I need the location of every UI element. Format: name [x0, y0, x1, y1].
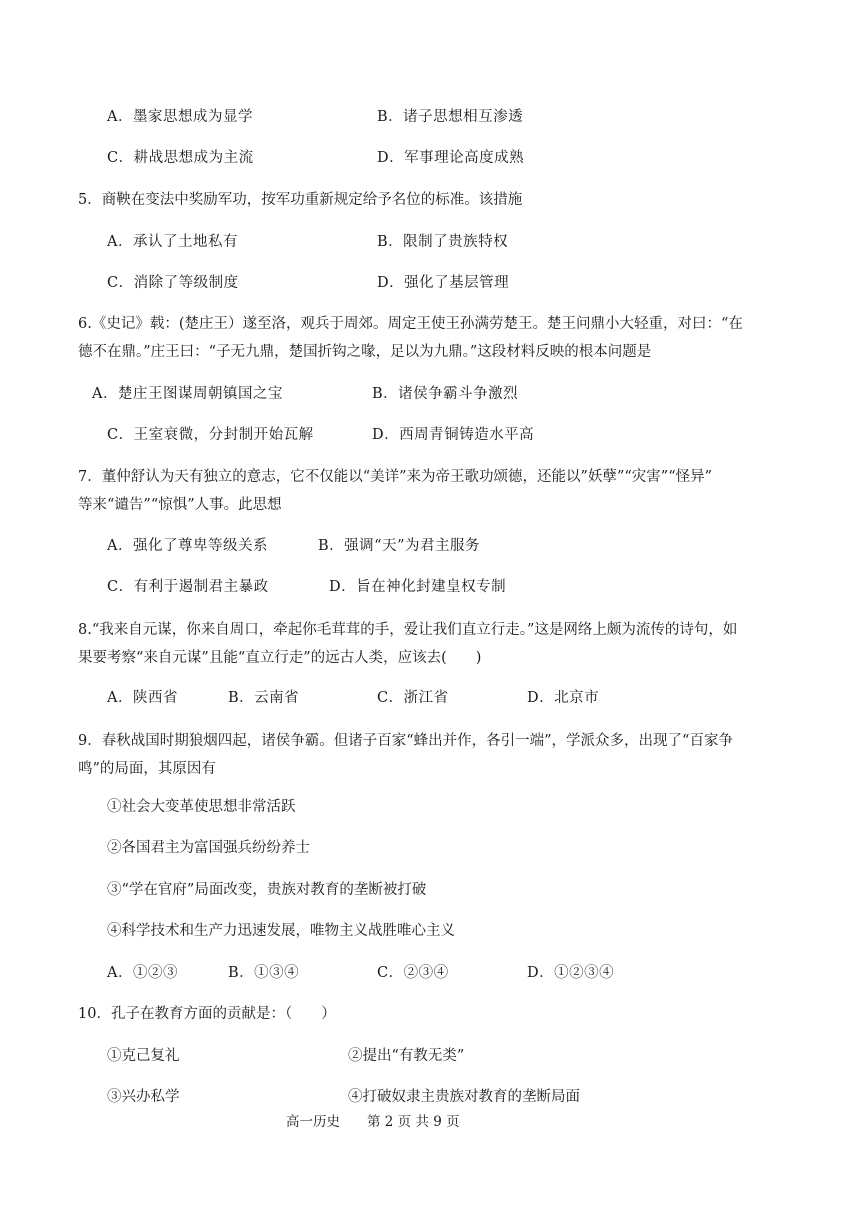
q6-option-d: D．西周青铜铸造水平高 — [372, 427, 535, 443]
q10-statement-3: ③兴办私学 — [107, 1089, 180, 1105]
q6-option-c: C．王室衰微，分封制开始瓦解 — [107, 427, 314, 443]
q8-option-b: B．云南省 — [228, 690, 300, 706]
q10-statement-4: ④打破奴隶主贵族对教育的垄断局面 — [348, 1089, 580, 1105]
q9-statement-2: ②各国君主为富国强兵纷纷养士 — [107, 840, 310, 856]
q5-option-b: B．限制了贵族特权 — [377, 234, 509, 250]
q9-statement-1: ①社会大变革使思想非常活跃 — [107, 799, 296, 815]
page-footer: 高一历史 第 2 页 共 9 页 — [286, 1114, 460, 1130]
q6-option-a: A．楚庄王图谋周朝镇国之宝 — [92, 386, 283, 402]
q7-option-c: C．有利于遏制君主暴政 — [107, 579, 269, 595]
q9-statement-3: ③“学在官府”局面改变，贵族对教育的垄断被打破 — [107, 882, 427, 898]
q5-stem: 5．商鞅在变法中奖励军功，按军功重新规定给予名位的标准。该措施 — [78, 192, 523, 208]
q5-option-d: D．强化了基层管理 — [377, 275, 510, 291]
q9-stem-line1: 9．春秋战国时期狼烟四起，诸侯争霸。但诸子百家“蜂出并作，各引一端”，学派众多，出现了“百家争 — [78, 733, 733, 749]
q8-stem-line1: 8.“我来自元谋，你来自周口，牵起你毛茸茸的手，爱让我们直立行走。”这是网络上颇为流传的诗句，如 — [78, 622, 738, 638]
q4-option-b: B．诸子思想相互渗透 — [377, 109, 524, 125]
q6-stem-line2: 德不在鼎。”庄王曰：“子无九鼎，楚国折钩之喙，足以为九鼎。”这段材料反映的根本问题是 — [78, 344, 652, 360]
q4-option-d: D．军事理论高度成熟 — [377, 150, 525, 166]
q8-option-c: C．浙江省 — [377, 690, 449, 706]
q9-statement-4: ④科学技术和生产力迅速发展，唯物主义战胜唯心主义 — [107, 923, 455, 939]
q4-option-a: A．墨家思想成为显学 — [107, 109, 253, 125]
q7-option-d: D．旨在神化封建皇权专制 — [329, 579, 507, 595]
q9-stem-line2: 鸣”的局面，其原因有 — [78, 761, 216, 777]
q4-option-c: C．耕战思想成为主流 — [107, 150, 254, 166]
q5-option-a: A．承认了土地私有 — [107, 234, 238, 250]
q9-option-c: C．②③④ — [377, 965, 449, 981]
q7-stem-line2: 等来“谴告”“惊惧”人事。此思想 — [78, 497, 282, 513]
q10-stem: 10．孔子在教育方面的贡献是：（ ） — [78, 1006, 336, 1022]
q6-option-b: B．诸侯争霸斗争激烈 — [372, 386, 519, 402]
q9-option-d: D．①②③④ — [527, 965, 615, 981]
q7-option-a: A．强化了尊卑等级关系 — [107, 538, 268, 554]
q10-statement-2: ②提出“有教无类” — [348, 1048, 465, 1064]
q9-option-b: B．①③④ — [228, 965, 300, 981]
q8-option-d: D．北京市 — [527, 690, 600, 706]
q7-option-b: B．强调“天”为君主服务 — [318, 538, 480, 554]
q9-option-a: A．①②③ — [107, 965, 178, 981]
q8-option-a: A．陕西省 — [107, 690, 178, 706]
q5-option-c: C．消除了等级制度 — [107, 275, 239, 291]
q10-statement-1: ①克己复礼 — [107, 1048, 180, 1064]
q8-stem-line2: 果要考察“来自元谋”且能“直立行走”的远古人类，应该去( ) — [78, 650, 482, 666]
q7-stem-line1: 7．董仲舒认为天有独立的意志，它不仅能以“美详”来为帝王歌功颂德，还能以”妖孽”“灾害”“怪异” — [78, 469, 713, 485]
q6-stem-line1: 6.《史记》载：(楚庄王）遂至洛，观兵于周郊。周定王使王孙满劳楚王。楚王问鼎小大轻重，对曰：“在 — [78, 316, 743, 332]
